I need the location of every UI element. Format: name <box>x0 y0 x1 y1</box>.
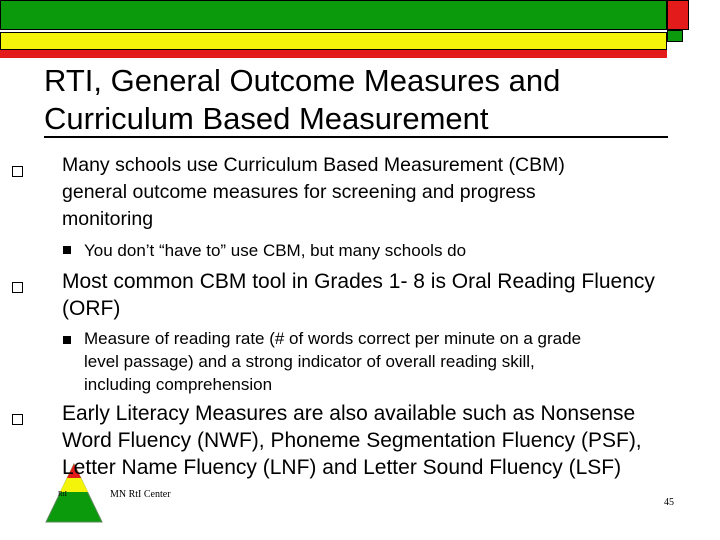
hollow-square-bullet-icon <box>12 414 23 425</box>
bullet-1-line-1: Many schools use Curriculum Based Measurement (CBM) <box>62 154 565 176</box>
bullet-item-2 <box>62 268 702 322</box>
logo-text: RtI <box>58 490 67 498</box>
slide-title-line-2: Curriculum Based Measurement <box>44 101 489 136</box>
slide-title-line-1: RTI, General Outcome Measures and <box>44 63 561 98</box>
header-bar-yellow <box>0 32 667 50</box>
solid-square-bullet-icon <box>63 246 71 254</box>
bullet-2-line-2: (ORF) <box>62 297 121 320</box>
header-square-red <box>667 0 689 30</box>
footer-source: MN RtI Center <box>110 489 171 500</box>
sub-bullet-item-1 <box>84 239 684 262</box>
header-bar-red <box>0 50 667 58</box>
bullet-1-line-2: general outcome measures for screening and progress <box>62 181 536 203</box>
slide-title <box>44 62 664 138</box>
bullet-item-3 <box>62 400 702 481</box>
header-square-green <box>667 30 683 42</box>
bullet-1-line-3: monitoring <box>62 208 154 230</box>
hollow-square-bullet-icon <box>12 166 23 177</box>
bullet-3-line-1: Early Literacy Measures are also available such as Nonsense <box>62 402 636 425</box>
bullet-3-line-3: Letter Name Fluency (LNF) and Letter Sound Fluency (LSF) <box>62 456 622 479</box>
sub-bullet-item-2 <box>84 327 694 396</box>
sub-bullet-1-line-1: You don’t “have to” use CBM, but many schools do <box>84 241 467 260</box>
bullet-2-line-1: Most common CBM tool in Grades 1- 8 is Oral Reading Fluency <box>62 270 655 293</box>
solid-square-bullet-icon <box>63 336 71 344</box>
title-underline <box>44 136 668 138</box>
hollow-square-bullet-icon <box>12 282 23 293</box>
sub-bullet-2-line-1: Measure of reading rate (# of words correct per minute on a grade <box>84 329 582 348</box>
header-bar-green <box>0 0 667 30</box>
sub-bullet-2-line-2: level passage) and a strong indicator of overall reading skill, <box>84 352 535 371</box>
sub-bullet-2-line-3: including comprehension <box>84 375 273 394</box>
bullet-item-1 <box>62 152 682 233</box>
page-number: 45 <box>664 497 674 508</box>
bullet-3-line-2: Word Fluency (NWF), Phoneme Segmentation Fluency (PSF), <box>62 429 642 452</box>
